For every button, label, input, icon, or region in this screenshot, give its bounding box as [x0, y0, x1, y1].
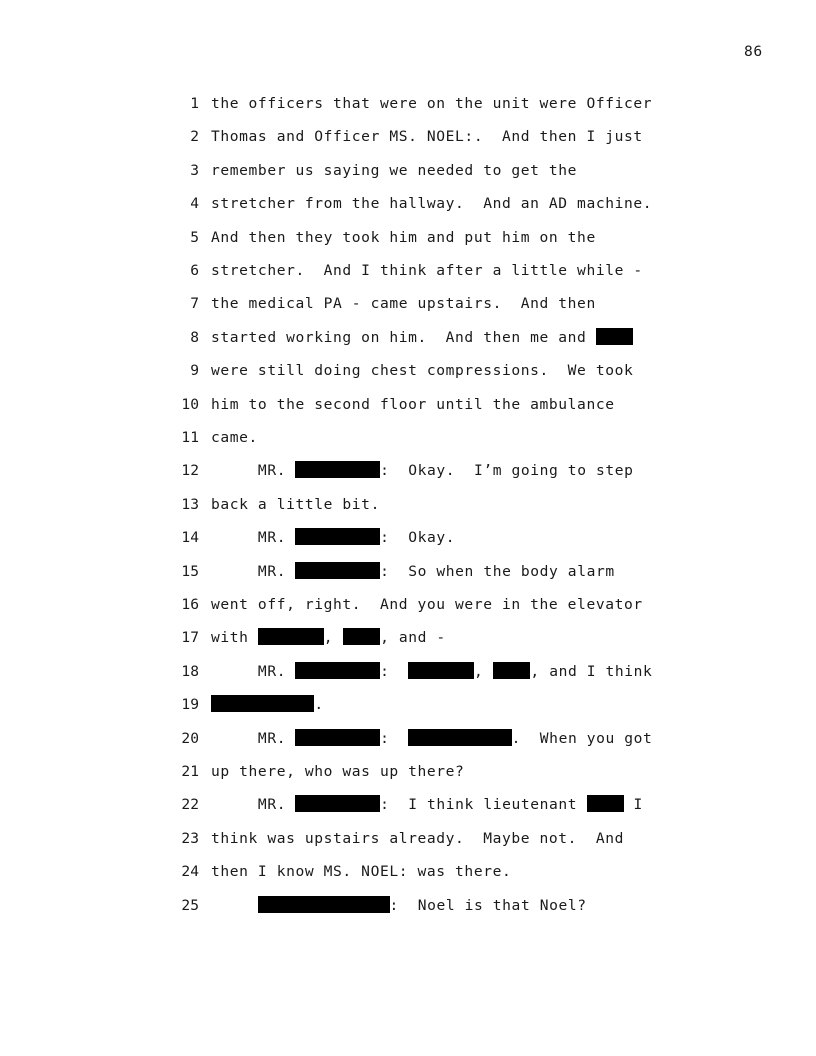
- line-number: 10: [181, 395, 199, 413]
- line-text: [211, 294, 596, 314]
- text-segment: : I think lieutenant: [380, 796, 587, 814]
- line-number: 7: [190, 295, 199, 313]
- line-text: [211, 328, 633, 348]
- text-segment: came.: [211, 429, 258, 446]
- redaction-box: [295, 528, 380, 545]
- text-segment: MR.: [211, 462, 296, 480]
- line-text: [211, 896, 587, 916]
- redaction-box: [295, 795, 380, 812]
- line-number: 18: [181, 662, 199, 680]
- line-text: [211, 829, 624, 849]
- text-segment: :: [380, 662, 409, 680]
- text-segment: Thomas and Officer MS. NOEL:. And then I just: [211, 128, 643, 146]
- redaction-box: [408, 662, 474, 679]
- text-segment: . When you got: [511, 729, 653, 747]
- line-text: [211, 762, 464, 782]
- line-number: 1: [190, 95, 199, 112]
- text-segment: MR.: [211, 529, 296, 547]
- text-segment: ,: [323, 629, 343, 647]
- line-number: 3: [190, 161, 199, 179]
- redaction-box: [211, 695, 314, 712]
- line-text: [211, 528, 455, 548]
- line-number: 16: [181, 596, 199, 613]
- line-text: [211, 228, 596, 248]
- text-segment: : Okay. I’m going to step: [380, 462, 634, 480]
- text-segment: : Noel is that Noel?: [389, 896, 587, 914]
- line-number: 23: [181, 829, 199, 847]
- text-segment: MR.: [211, 729, 296, 747]
- line-text: [211, 94, 652, 114]
- line-number: 8: [190, 328, 199, 346]
- redaction-box: [295, 461, 380, 478]
- line-number: 13: [181, 495, 199, 513]
- line-text: [211, 729, 652, 749]
- redaction-box: [295, 662, 380, 679]
- line-text: [211, 461, 634, 481]
- text-segment: .: [314, 696, 324, 714]
- line-text: [211, 628, 446, 648]
- redaction-box: [408, 729, 511, 746]
- line-number: 6: [190, 262, 199, 279]
- text-segment: were still doing chest compressions. We took: [211, 362, 634, 380]
- text-segment: I: [624, 796, 643, 814]
- redaction-box: [596, 328, 634, 345]
- line-text: [211, 194, 652, 214]
- text-segment: MR.: [211, 796, 296, 814]
- line-text: [211, 595, 643, 615]
- text-segment: And then they took him and put him on the: [211, 228, 596, 246]
- redaction-box: [587, 795, 625, 812]
- text-segment: stretcher. And I think after a little while -: [211, 262, 643, 279]
- redaction-box: [295, 562, 380, 579]
- line-number: 19: [181, 696, 199, 714]
- line-number: 5: [190, 228, 199, 246]
- line-text: [211, 862, 511, 882]
- line-text: [211, 695, 324, 715]
- text-segment: , and -: [380, 629, 446, 647]
- text-segment: MR.: [211, 662, 296, 680]
- page-number: 86: [744, 43, 763, 60]
- text-segment: stretcher from the hallway. And an AD machine.: [211, 195, 653, 213]
- line-number: 24: [181, 863, 199, 881]
- text-segment: started working on him. And then me and: [211, 328, 596, 346]
- text-segment: , and I think: [530, 662, 653, 680]
- line-number: 9: [190, 362, 199, 380]
- line-number: 11: [181, 429, 199, 446]
- line-text: [211, 361, 633, 381]
- line-number: 2: [190, 128, 199, 146]
- text-segment: with: [211, 629, 258, 647]
- text-segment: went off, right. And you were in the elevator: [211, 596, 643, 613]
- line-number: 21: [181, 763, 199, 780]
- line-number: 15: [181, 562, 199, 580]
- text-segment: remember us saying we needed to get the: [211, 161, 578, 179]
- line-number: 4: [190, 195, 199, 213]
- line-text: [211, 795, 643, 815]
- text-segment: the officers that were on the unit were Officer: [211, 95, 653, 112]
- line-number: 25: [181, 896, 199, 914]
- text-segment: then I know MS. NOEL: was there.: [211, 863, 512, 881]
- redaction-box: [258, 896, 390, 913]
- text-segment: MR.: [211, 562, 296, 580]
- line-text: [211, 562, 615, 582]
- redaction-box: [493, 662, 531, 679]
- text-segment: think was upstairs already. Maybe not. And: [211, 829, 624, 847]
- text-segment: the medical PA - came upstairs. And then: [211, 295, 596, 313]
- text-segment: [211, 897, 258, 914]
- redaction-box: [343, 628, 381, 645]
- line-text: [211, 428, 258, 448]
- line-number: 12: [181, 462, 199, 480]
- line-text: [211, 495, 380, 515]
- text-segment: back a little bit.: [211, 495, 380, 513]
- line-text: [211, 261, 643, 281]
- line-number: 20: [181, 729, 199, 747]
- line-number: 17: [181, 629, 199, 647]
- line-text: [211, 662, 652, 682]
- text-segment: : Okay.: [380, 529, 456, 547]
- line-text: [211, 395, 615, 415]
- line-number: 14: [181, 529, 199, 547]
- text-segment: up there, who was up there?: [211, 763, 465, 780]
- text-segment: ,: [474, 662, 493, 680]
- redaction-box: [258, 628, 324, 645]
- line-number: 22: [181, 796, 199, 814]
- line-text: [211, 127, 643, 147]
- text-segment: :: [380, 729, 409, 747]
- redaction-box: [295, 729, 380, 746]
- line-text: [211, 161, 577, 181]
- text-segment: : So when the body alarm: [380, 562, 615, 580]
- text-segment: him to the second floor until the ambulance: [211, 395, 615, 413]
